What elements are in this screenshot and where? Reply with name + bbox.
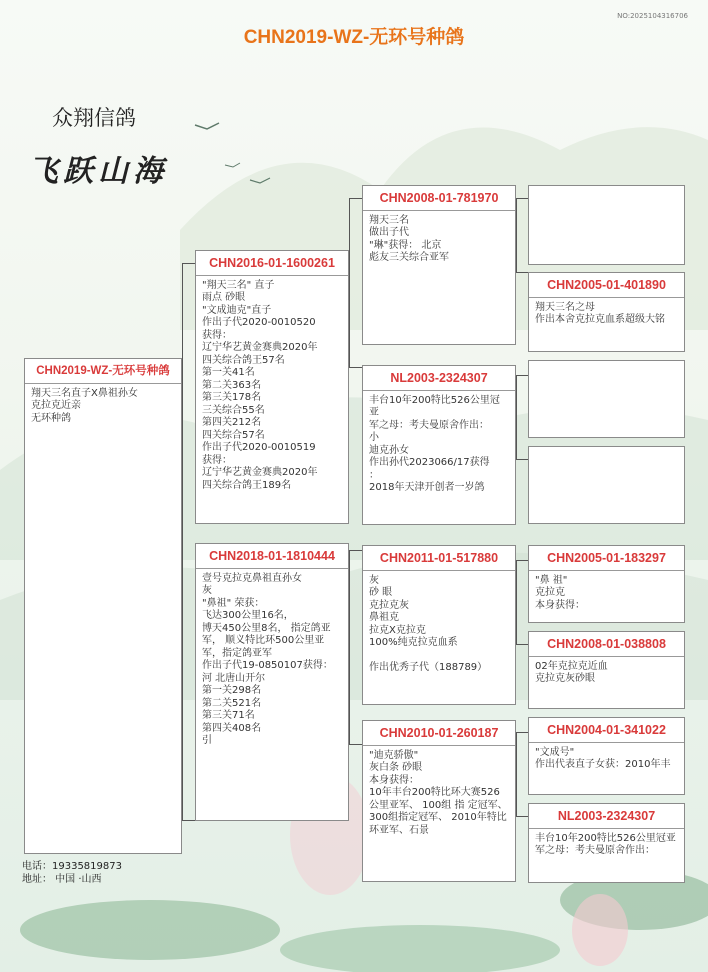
connector-line bbox=[516, 560, 528, 645]
dam-dam-dam-card bbox=[528, 803, 685, 883]
subject-card bbox=[24, 358, 182, 854]
ring-number: CHN2008-01-038808 bbox=[529, 632, 684, 657]
sire-sire-card bbox=[362, 185, 516, 345]
card-text: "翔天三名" 直子 雨点 砂眼 "文成迪克"直子 作出子代2020-0010520 获得： 辽宁华艺黄金赛典2020年 四关综合鸽王57名 第一关41名 第二关363名 第三关178名 三关综合55名 第四关212名 四关综合57名 作出子代2020-0010519 获得： 辽宁华艺黄金赛典2020年 四关综合鸽王189名 bbox=[202, 279, 318, 491]
connector-line bbox=[516, 732, 528, 817]
dam-sire-card bbox=[362, 545, 516, 705]
connector-line bbox=[349, 550, 362, 745]
sire-dam-dam-card bbox=[528, 446, 685, 524]
ring-number: NL2003-2324307 bbox=[363, 366, 515, 391]
dam-dam-sire-card bbox=[528, 717, 685, 795]
document-number: NO:2025104316706 bbox=[617, 12, 688, 20]
dam-dam-card bbox=[362, 720, 516, 882]
card-text: "迪克骄傲" 灰白条 砂眼 本身获得： 10年丰台200特比环大赛526公里亚军、 100组 指 定冠军、 300组指定冠军、 2010年特比环亚军、石景 bbox=[369, 749, 508, 836]
dam-sire-sire-card bbox=[528, 545, 685, 623]
ring-number: CHN2011-01-517880 bbox=[363, 546, 515, 571]
connector-line bbox=[516, 198, 528, 273]
card-text: 壹号克拉克鼻祖直孙女 灰 "鼻祖" 荣获： 飞达300公里16名， 博天450公里8名， 指定鸽亚军， 顺义特比环500公里亚军，指定鸽亚军 作出子代19-0850107获得： 河 北唐山开尔 第一关298名 第二关521名 第三关71名 第四关408名 引 bbox=[202, 572, 333, 746]
ring-number: CHN2018-01-1810444 bbox=[196, 544, 348, 569]
card-text: 翔天三名 做出子代 "琳"获得： 北京 彪友三关综合亚军 bbox=[369, 214, 449, 263]
card-text: 丰台10年200特比526公里冠亚 军之母：考夫曼原舍作出： bbox=[535, 832, 676, 856]
ring-number: CHN2010-01-260187 bbox=[363, 721, 515, 746]
connector-line bbox=[182, 263, 195, 821]
card-text: 02年克拉克近血 克拉克灰砂眼 bbox=[535, 660, 608, 684]
ring-number: CHN2008-01-781970 bbox=[363, 186, 515, 211]
sire-dam-sire-card bbox=[528, 360, 685, 438]
phone-number: 电话：19335819873 bbox=[22, 861, 122, 872]
connector-line bbox=[516, 375, 528, 460]
card-text: 翔天三名直子X鼻祖孙女 克拉克近亲 无环种鸽 bbox=[31, 387, 138, 424]
page-title: CHN2019-WZ-无环号种鸽 bbox=[243, 27, 465, 48]
dam-sire-dam-card bbox=[528, 631, 685, 709]
card-text: 翔天三名之母 作出本舍克拉克血系超级大铭 bbox=[535, 301, 665, 325]
loft-name: 众翔信鸽 bbox=[52, 106, 136, 130]
dam-card bbox=[195, 543, 349, 821]
connector-line bbox=[349, 198, 362, 368]
ring-number: CHN2005-01-183297 bbox=[529, 546, 684, 571]
address: 地址： 中国 ·山西 bbox=[22, 874, 102, 885]
sire-dam-card bbox=[362, 365, 516, 525]
ring-number: CHN2004-01-341022 bbox=[529, 718, 684, 743]
contact-info bbox=[22, 860, 122, 886]
card-text: "文成号" 作出代表直子女获：2010年丰 bbox=[535, 746, 671, 770]
card-text: 丰台10年200特比526公里冠亚 军之母：考夫曼原舍作出： 小 迪克孙女 作出孙代2023066/17获得 ： 2018年天津开创者一岁鸽 bbox=[369, 394, 500, 493]
sire-sire-sire-card bbox=[528, 185, 685, 265]
ring-number: CHN2016-01-1600261 bbox=[196, 251, 348, 276]
sire-card bbox=[195, 250, 349, 524]
ring-number: NL2003-2324307 bbox=[529, 804, 684, 829]
sire-sire-dam-card bbox=[528, 272, 685, 352]
card-text: 灰 砂 眼 克拉克灰 鼻祖克 拉克X克拉克 100%纯克拉克血系 作出优秀子代（188789） bbox=[369, 574, 488, 673]
card-text: "鼻 祖" 克拉克 本身获得： bbox=[535, 574, 585, 611]
ring-number: CHN2005-01-401890 bbox=[529, 273, 684, 298]
slogan: 飞跃山海 bbox=[28, 154, 168, 189]
ring-number: CHN2019-WZ-无环号种鸽 bbox=[25, 359, 181, 384]
